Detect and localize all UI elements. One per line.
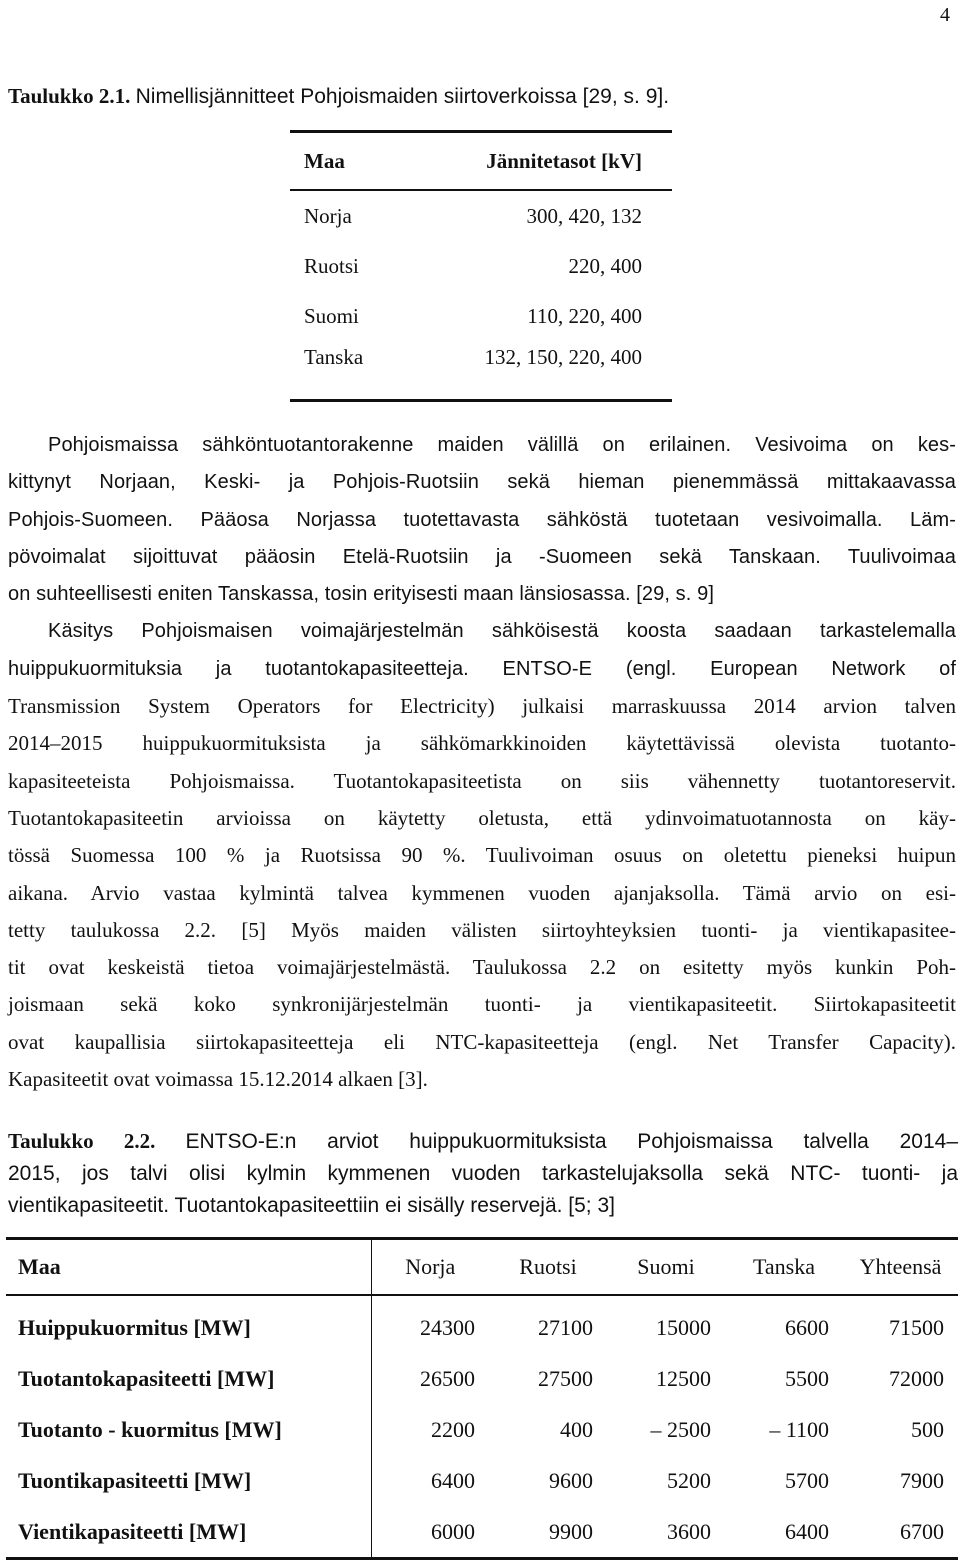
text-line: tössä Suomessa 100 % ja Ruotsissa 90 %. Tuulivoiman osuus on oletettu pieneksi huipun [8, 843, 956, 868]
table-cell: 12500 [656, 1365, 711, 1391]
table-cell: – 1100 [769, 1416, 829, 1442]
row-label: Tuontikapasiteetti [MW] [6, 1455, 371, 1506]
text-line: Kapasiteetit ovat voimassa 15.12.2014 alkaen [3]. [8, 1067, 428, 1092]
table-row [6, 1404, 958, 1455]
column-header: Tanska [725, 1239, 843, 1296]
table1-caption-label: Taulukko 2.1. [8, 84, 131, 108]
table-row [6, 1455, 958, 1506]
table-cell: 5700 [785, 1467, 829, 1493]
table-cell: 5500 [785, 1365, 829, 1391]
table-cell: Suomi [304, 303, 359, 328]
row-label: Vientikapasiteetti [MW] [6, 1506, 371, 1559]
table-cell: 3600 [607, 1506, 725, 1559]
table-row [290, 190, 672, 241]
table-cell: 5200 [667, 1467, 711, 1493]
caption-text: ENTSO-E:n arviot huippukuormituksista Pohjoismaissa talvella 2014– [185, 1130, 958, 1153]
table-cell: 500 [911, 1416, 944, 1442]
caption-line [8, 1125, 958, 1158]
row-label: Tuotanto - kuormitus [MW] [6, 1404, 371, 1455]
text-line: kittynyt Norjaan, Keski- ja Pohjois-Ruotsiin sekä hieman pienemmässä mittakaavassa [8, 471, 956, 494]
table-row [6, 1506, 958, 1559]
table-header-row [290, 132, 672, 191]
body-paragraph [8, 427, 956, 1098]
table-cell: 15000 [656, 1314, 711, 1340]
text-line: joismaan sekä koko synkronijärjestelmän tuonti- ja vientikapasiteetit. Siirtokapasiteetit [8, 992, 956, 1017]
table-cell: – 2500 [650, 1416, 711, 1442]
table-cell: 26500 [420, 1365, 475, 1391]
voltage-levels-table [290, 130, 672, 402]
table-cell: 24300 [420, 1314, 475, 1340]
text-line: pövoimalat sijoittuvat pääosin Etelä-Ruotsiin ja -Suomeen sekä Tanskaan. Tuulivoimaa [8, 545, 956, 568]
table-header-row [6, 1239, 958, 1296]
table-cell: 6400 [725, 1506, 843, 1559]
table-cell: 110, 220, 400 [527, 303, 642, 328]
text-line: Pohjois-Suomeen. Pääosa Norjassa tuotettavasta sähköstä tuotetaan vesivoimalla. Läm- [8, 508, 956, 531]
text-line: Tuotantokapasiteetin arvioissa on käytetty oletusta, että ydinvoimatuotannosta on käy- [8, 805, 956, 830]
table-cell: 71500 [889, 1314, 944, 1340]
table-cell: 220, 400 [568, 253, 642, 278]
text-line: kapasiteeteista Pohjoismaissa. Tuotantokapasiteetista on siis vähennetty tuotantoreservit. [8, 768, 956, 793]
column-header: Suomi [607, 1239, 725, 1296]
caption-text: vientikapasiteetit. Tuotantokapasiteettiin ei sisälly reservejä. [5; 3] [8, 1194, 615, 1217]
table-cell: 9600 [549, 1467, 593, 1493]
column-header: Norja [371, 1239, 489, 1296]
row-label: Tuotantokapasiteetti [MW] [6, 1353, 371, 1404]
table-cell: 6600 [785, 1314, 829, 1340]
table1-caption [8, 80, 958, 113]
text-line: tit ovat keskeistä tietoa voimajärjestelmästä. Taulukossa 2.2 on esitetty myös kunkin Poh- [8, 955, 956, 980]
table-row [6, 1353, 958, 1404]
page-number: 4 [940, 4, 950, 26]
peak-load-table [6, 1237, 958, 1560]
table-cell: Ruotsi [304, 253, 359, 278]
column-header: Maa [6, 1239, 371, 1296]
column-header: Jännitetasot [kV] [397, 132, 672, 191]
column-header: Yhteensä [843, 1239, 958, 1296]
table-cell: 6000 [371, 1506, 489, 1559]
table-cell: 9900 [489, 1506, 607, 1559]
table2-caption-label: Taulukko 2.2. [8, 1129, 156, 1153]
table-cell: 27100 [538, 1314, 593, 1340]
table-cell: 72000 [889, 1365, 944, 1391]
text-line: huippukuormituksia ja tuotantokapasiteetteja. ENTSO-E (engl. European Network of [8, 657, 956, 680]
text-line: on suhteellisesti eniten Tanskassa, tosin erityisesti maan länsiosassa. [29, s. 9] [8, 583, 714, 606]
caption-text: 2015, jos talvi olisi kylmin kymmenen vuoden tarkastelujaksolla sekä NTC- tuonti- ja [8, 1162, 958, 1185]
text-line: Käsitys Pohjoismaisen voimajärjestelmän sähköisestä koosta saadaan tarkastelemalla [48, 620, 956, 643]
row-label: Huippukuormitus [MW] [6, 1295, 371, 1353]
column-header: Ruotsi [489, 1239, 607, 1296]
text-line: 2014–2015 huippukuormituksista ja sähkömarkkinoiden käytettävissä olevista tuotanto- [8, 731, 956, 756]
text-line: Transmission System Operators for Electricity) julkaisi marraskuussa 2014 arvion talven [8, 694, 956, 719]
table-row [290, 291, 672, 341]
text-line: tetty taulukossa 2.2. [5] Myös maiden välisten siirtoyhteyksien tuonti- ja vientikapasitee- [8, 917, 956, 942]
column-header: Maa [290, 132, 397, 191]
table-cell: 132, 150, 220, 400 [397, 341, 672, 401]
table-cell: 2200 [431, 1416, 475, 1442]
table-cell: 6400 [431, 1467, 475, 1493]
table-cell: 400 [560, 1416, 593, 1442]
table-cell: Norja [304, 203, 352, 228]
text-line: aikana. Arvio vastaa kylmintä talvea kymmenen vuoden ajanjaksolla. Tämä arvio on esi- [8, 880, 956, 905]
table2-caption [8, 1125, 958, 1222]
table-row [6, 1295, 958, 1353]
text-line: ovat kaupallisia siirtokapasiteetteja eli NTC-kapasiteetteja (engl. Net Transfer Capacity). [8, 1029, 956, 1054]
table-cell: 27500 [538, 1365, 593, 1391]
table-cell: 300, 420, 132 [526, 203, 642, 228]
table-row [290, 341, 672, 401]
text-line: Pohjoismaissa sähköntuotantorakenne maiden välillä on erilainen. Vesivoima on kes- [48, 434, 956, 456]
table-cell: 6700 [843, 1506, 958, 1559]
table-row [290, 241, 672, 291]
table-cell: Tanska [290, 341, 397, 401]
table-cell: 7900 [900, 1467, 944, 1493]
table1-caption-text: Nimellisjännitteet Pohjoismaiden siirtoverkoissa [29, s. 9]. [135, 85, 670, 108]
